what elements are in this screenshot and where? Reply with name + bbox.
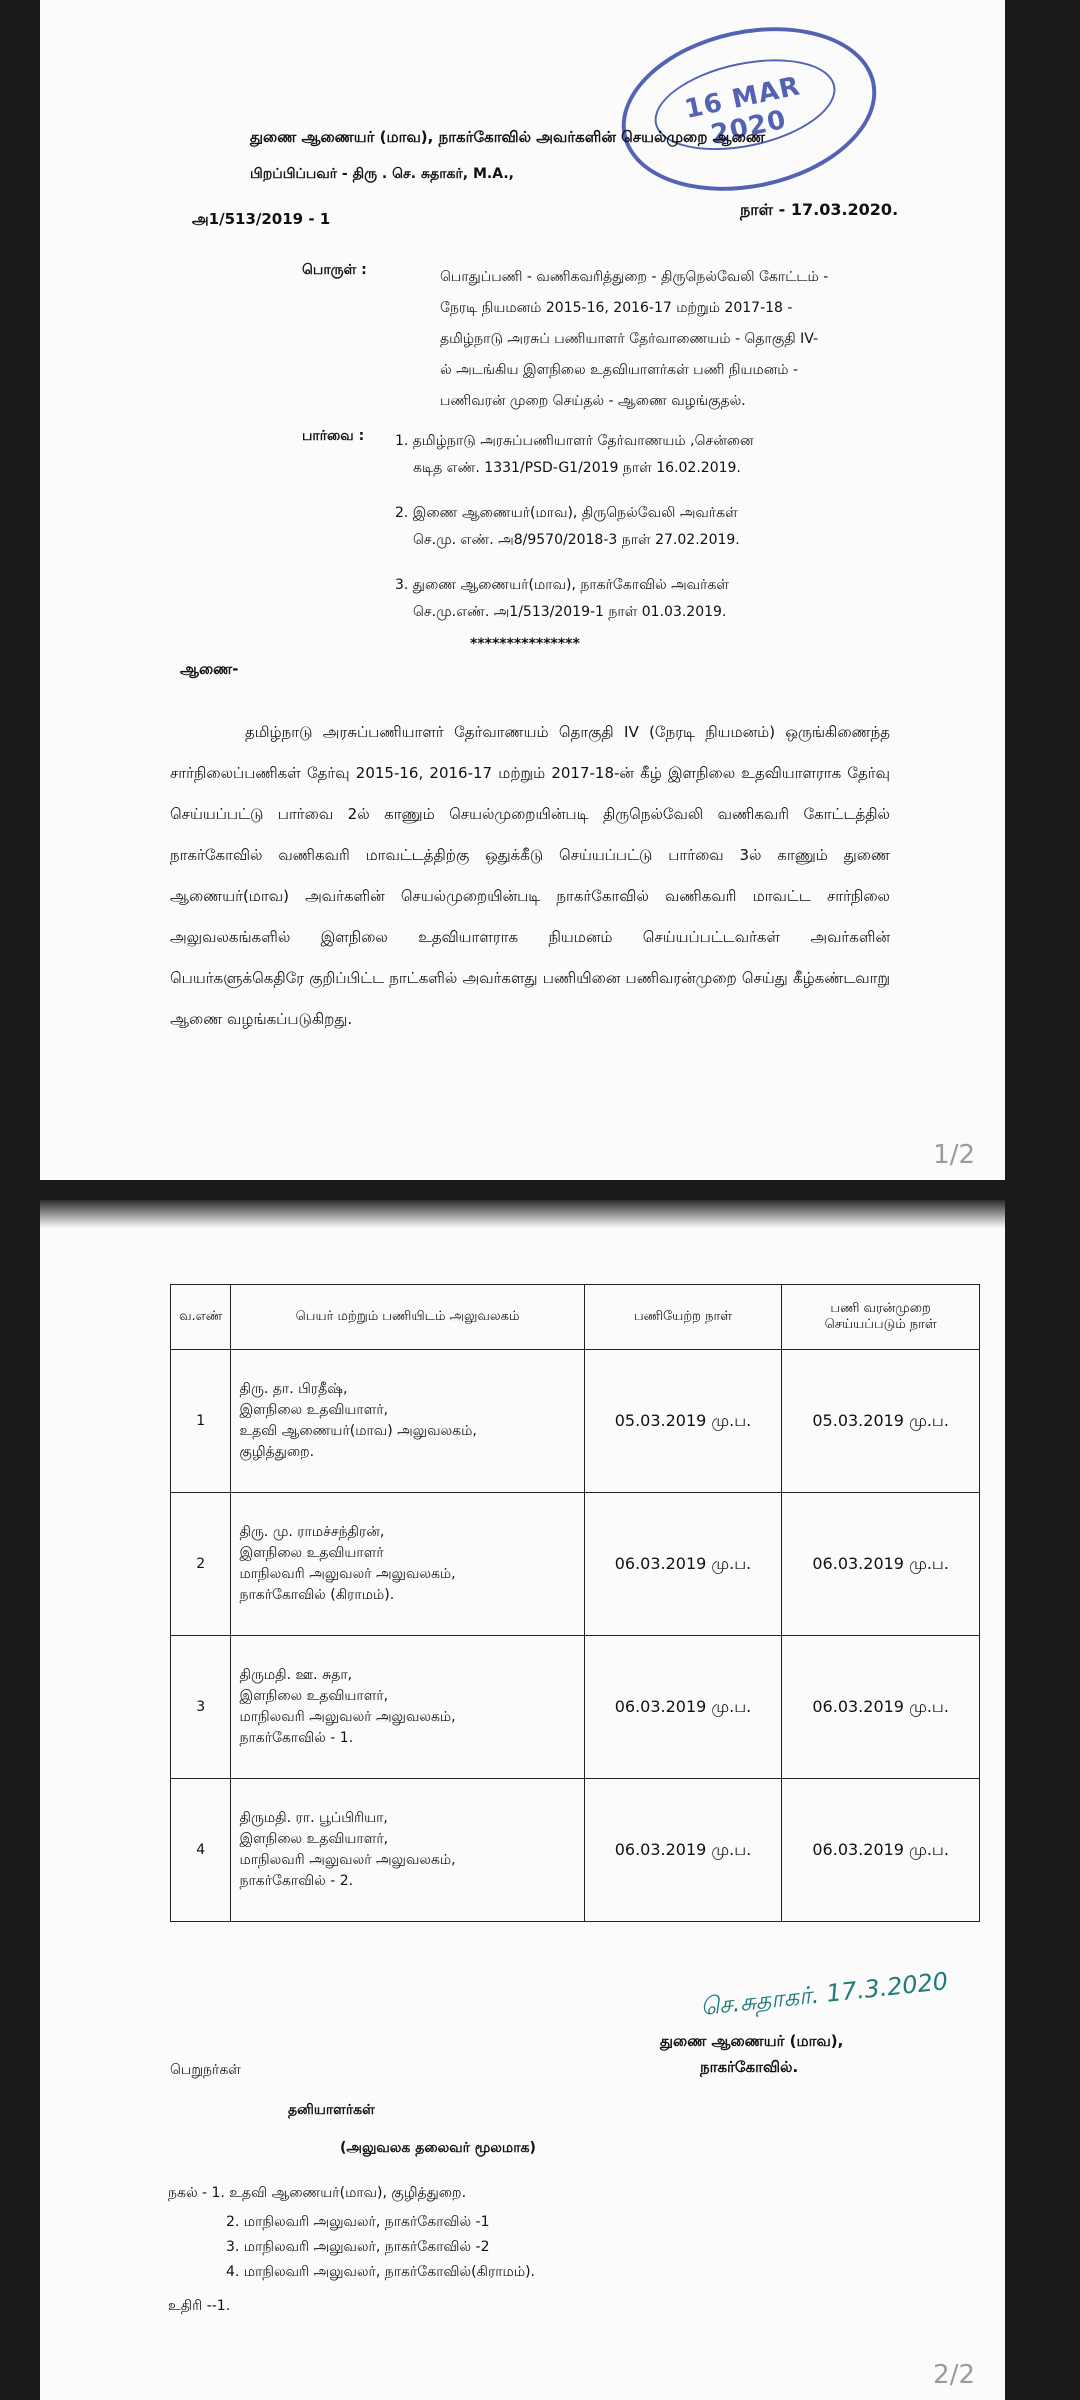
reference-item: 1. தமிழ்நாடு அரசுப்பணியாளர் தேர்வாணயம் ,சென்னை கடித எண். 1331/PSD-G1/2019 நாள் 16.02.2019. — [395, 433, 754, 476]
header-name: பெயர் மற்றும் பணியிடம் அலுவலகம் — [231, 1285, 584, 1350]
reference-label: பார்வை : — [302, 428, 365, 444]
table-header-row — [171, 1285, 980, 1350]
signatory-place: நாகர்கோவில். — [700, 2058, 799, 2076]
header-serial: வ.எண் — [171, 1285, 231, 1350]
appointment-table — [170, 1284, 980, 1922]
page-number: 2/2 — [933, 2360, 975, 2390]
separator-stars: *************** — [470, 636, 580, 652]
reference-number: அ1/513/2019 - 1 — [192, 210, 331, 228]
copy-first: நகல் - 1. உதவி ஆணையர்(மாவ), குழித்துறை. — [168, 2185, 467, 2201]
page-number: 1/2 — [933, 1140, 975, 1170]
recipients-label: பெறுநர்கள் — [170, 2062, 241, 2078]
subject-label: பொருள் : — [302, 262, 367, 278]
header-joined: பணியேற்ற நாள் — [584, 1285, 782, 1350]
office-seal-stamp — [606, 5, 891, 213]
copy-item: 4. மாநிலவரி அலுவலர், நாகர்கோவில்(கிராமம்). — [226, 2264, 535, 2280]
reference-item: 2. இணை ஆணையர்(மாவ), திருநெல்வேலி அவர்கள் செ.மு. எண். அ8/9570/2018-3 நாள் 27.02.2019. — [395, 505, 740, 548]
copy-item: 2. மாநிலவரி அலுவலர், நாகர்கோவில் -1 — [226, 2214, 490, 2230]
references-list — [395, 428, 915, 626]
table-row: 2 திரு. மு. ராமச்சந்திரன், இளநிலை உதவியாளர் மாநிலவரி அலுவலர் அலுவலகம், நாகர்கோவில் (கிராமம்). 06.03.2019 மு.ப. 06.03.2019 மு.ப. — [171, 1493, 980, 1636]
table-row: 3 திருமதி. ஊ. சுதா, இளநிலை உதவியாளர், மாநிலவரி அலுவலர் அலுவலகம், நாகர்கோவில் - 1. 06.03.2019 மு.ப. 06.03.2019 மு.ப. — [171, 1636, 980, 1779]
spare-copy: உதிரி --1. — [168, 2298, 231, 2314]
header-title: துணை ஆணையர் (மாவ), நாகர்கோவில் அவர்களின் செயல்முறை ஆணை — [250, 128, 765, 146]
order-paragraph: தமிழ்நாடு அரசுப்பணியாளர் தேர்வாணயம் தொகுதி IV (நேரடி நியமனம்) ஒருங்கிணைந்த சார்நிலைப்பணிகள் தேர்வு 2015-16, 2016-17 மற்றும் 2017-18-ன் கீழ் இளநிலை உதவியாளராக தேர்வு செய்யப்பட்டு பார்வை 2ல் காணும் செயல்முறையின்படி திருநெல்வேலி வணிகவரி கோட்டத்தில் நாகர்கோவில் வணிகவரி மாவட்டத்திற்கு ஒதுக்கீடு செய்யப்பட்டு பார்வை 3ல் காணும் துணை ஆணையர்(மாவ) அவர்களின் செயல்முறையின்படி நாகர்கோவில் வணிகவரி மாவட்ட சார்நிலை அலுவலகங்களில் இளநிலை உதவியாளராக நியமனம் செய்யப்பட்டவர்கள் அவர்களின் பெயர்களுக்கெதிரே குறிப்பிட்ட நாட்களில் அவர்களது பணியினை பணிவரன்முறை செய்து கீழ்கண்டவாறு ஆணை வழங்கப்படுகிறது. — [170, 723, 890, 1028]
recipients-individuals: தனியாளர்கள் — [288, 2102, 375, 2118]
copy-item: 3. மாநிலவரி அலுவலர், நாகர்கோவில் -2 — [226, 2239, 490, 2255]
subject-text: பொதுப்பணி - வணிகவரித்துறை - திருநெல்வேலி கோட்டம் - நேரடி நியமனம் 2015-16, 2016-17 மற்றும் 2017-18 - தமிழ்நாடு அரசுப் பணியாளர் தேர்வாணையம் - தொகுதி IV- ல் அடங்கிய இளநிலை உதவியாளர்கள் பணி நியமனம் - பணிவரன் முறை செய்தல் - ஆணை வழங்குதல். — [440, 269, 829, 409]
header-issuer: பிறப்பிப்பவர் - திரு . செ. சுதாகர், M.A., — [250, 166, 514, 182]
stamp-date: 16 MAR 2020 — [682, 71, 804, 151]
table-row: 4 திருமதி. ரா. பூப்பிரியா, இளநிலை உதவியாளர், மாநிலவரி அலுவலர் அலுவலகம், நாகர்கோவில் - 2. 06.03.2019 மு.ப. 06.03.2019 மு.ப. — [171, 1779, 980, 1922]
order-label: ஆணை- — [180, 660, 239, 678]
copy-list — [226, 2210, 535, 2285]
handwritten-signature: செ.சுதாகர். 17.3.2020 — [699, 1967, 950, 2021]
signatory-title: துணை ஆணையர் (மாவ), — [660, 2032, 844, 2050]
reference-item: 3. துணை ஆணையர்(மாவ), நாகர்கோவில் அவர்கள் செ.மு.எண். அ1/513/2019-1 நாள் 01.03.2019. — [395, 577, 729, 620]
header-regularised: பணி வரன்முறை செய்யப்படும் நாள் — [782, 1285, 980, 1350]
table-row: 1 திரு. தா. பிரதீஷ், இளநிலை உதவியாளர், உதவி ஆணையர்(மாவ) அலுவலகம், குழித்துறை. 05.03.2019 மு.ப. 05.03.2019 மு.ப. — [171, 1350, 980, 1493]
recipients-via: (அலுவலக தலைவர் மூலமாக) — [340, 2140, 536, 2156]
document-page-1 — [40, 0, 1005, 1180]
order-date: நாள் - 17.03.2020. — [740, 200, 899, 219]
document-page-2 — [40, 1200, 1005, 2400]
